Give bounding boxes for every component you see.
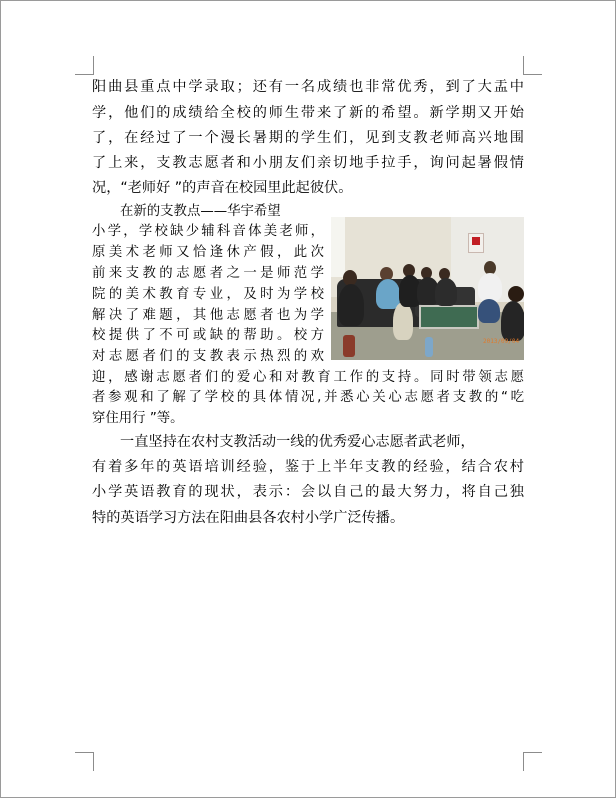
- paragraph-2-line: 小学，学校缺少辅科音体美老师，: [92, 224, 324, 239]
- paragraph-2-line: 者参观和了解了学校的具体情况,并悉心关心志愿者支教的“吃: [92, 390, 524, 405]
- paragraph-3-line: 有着多年的英语培训经验，鉴于上半年支教的经验，结合农村: [92, 459, 524, 475]
- wall-poster: [468, 233, 484, 253]
- margin-corner-top-right: [523, 56, 542, 75]
- volunteers-photo: [331, 217, 524, 360]
- paragraph-3-line: 小学英语教育的现状，表示：会以自己的最大努力，将自己独: [92, 484, 524, 500]
- photo-date-stamp: 2013/09/04: [483, 338, 520, 345]
- paragraph-3-line: 一直坚持在农村支教活动一线的优秀爱心志愿者武老师，: [120, 434, 475, 450]
- margin-corner-bottom-right: [523, 752, 542, 771]
- paragraph-1-line: 况，“老师好 ”的声音在校园里此起彼伏。: [92, 180, 353, 196]
- paragraph-1-line: 了，在经过了一个漫长暑期的学生们，见到支教老师高兴地围: [92, 130, 524, 146]
- paragraph-2-line: 校提供了不可或缺的帮助。校方: [92, 328, 324, 343]
- paragraph-2-line: 原美术老师又恰逢休产假，此次: [92, 245, 324, 260]
- paragraph-2-line: 穿住用行 ”等。: [92, 411, 184, 426]
- paragraph-1-line: 学，他们的成绩给全校的师生带来了新的希望。新学期又开始: [92, 105, 524, 121]
- paragraph-2-line: 对志愿者们的支教表示热烈的欢: [92, 349, 324, 364]
- paragraph-2-line: 在新的支教点——华宇希望: [120, 204, 281, 219]
- paragraph-2-line: 前来支教的志愿者之一是师范学: [92, 266, 324, 281]
- paragraph-2-line: 解决了难题，其他志愿者也为学: [92, 308, 324, 323]
- margin-corner-top-left: [75, 56, 94, 75]
- paragraph-2-line: 迎，感谢志愿者们的爱心和对教育工作的支持。同时带领志愿: [92, 370, 524, 385]
- paragraph-1-line: 阳曲县重点中学录取；还有一名成绩也非常优秀，到了大盂中: [92, 79, 524, 95]
- paragraph-1-line: 了上来，支教志愿者和小朋友们亲切地手拉手，询问起暑假情: [92, 155, 524, 171]
- paragraph-2-line: 院的美术教育专业，及时为学校: [92, 287, 324, 302]
- margin-corner-bottom-left: [75, 752, 94, 771]
- coffee-table: [419, 305, 479, 329]
- paragraph-3-line: 特的英语学习方法在阳曲县各农村小学广泛传播。: [92, 510, 405, 526]
